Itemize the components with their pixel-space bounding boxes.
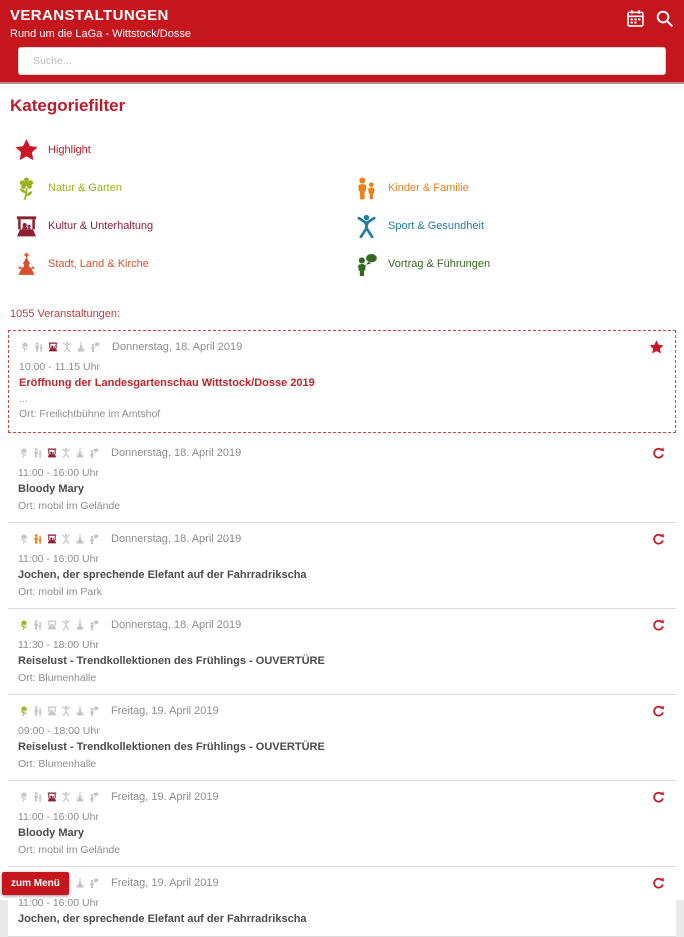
event-category-icons [19,341,101,353]
event-time: 11:30 - 18:00 Uhr [18,639,99,651]
sport-mini-icon [60,447,72,459]
kinder-mini-icon [32,791,44,803]
sport-mini-icon [60,533,72,545]
event-title: Eröffnung der Landesgartenschau Wittstock/Dosse 2019 [19,377,315,389]
sport-icon [352,212,380,240]
recurring-event-icon [651,876,666,891]
stadt-mini-icon [74,619,86,631]
stadt-mini-icon [74,447,86,459]
vortrag-mini-icon [88,705,100,717]
natur-mini-icon [19,341,31,353]
calendar-icon[interactable] [623,6,647,30]
event-time: 10:00 - 11.15 Uhr [19,361,100,373]
natur-icon [12,174,40,202]
kultur-icon [12,212,40,240]
search-icon[interactable] [652,6,676,30]
category-label: Kinder & Familie [388,182,469,194]
sport-mini-icon [60,619,72,631]
event-list [8,330,676,937]
event-title: Bloody Mary [18,827,85,839]
category-filter-vortrag[interactable] [352,248,490,280]
natur-mini-icon [18,791,30,803]
search-input[interactable] [18,47,666,75]
event-card[interactable] [8,330,676,433]
recurring-event-icon [651,618,666,633]
kinder-mini-icon [33,341,45,353]
event-category-icons [18,447,100,459]
category-filter-kinder[interactable] [352,172,469,204]
category-filter-stadt[interactable] [12,248,149,280]
vortrag-mini-icon [89,341,101,353]
stadt-mini-icon [74,705,86,717]
highlight-star-icon [648,339,665,356]
vortrag-mini-icon [88,877,100,889]
page-subtitle: Rund um die LaGa - Wittstock/Dosse [10,28,191,40]
event-category-icons [18,533,100,545]
event-card[interactable] [8,781,676,867]
category-filter-sport[interactable] [352,210,484,242]
event-date: Freitag, 19. April 2019 [111,877,219,889]
stadt-mini-icon [74,791,86,803]
category-label: Natur & Garten [48,182,122,194]
category-grid [0,134,684,286]
category-filter-heading: Kategoriefilter [10,96,126,115]
natur-mini-icon [18,447,30,459]
category-filter-kultur[interactable] [12,210,153,242]
kultur-mini-icon [46,533,58,545]
event-title: Reiselust - Trendkollektionen des Frühlings - OUVERTÜRE [18,655,325,667]
event-card[interactable] [8,695,676,781]
highlight-icon [12,136,40,164]
vortrag-mini-icon [88,791,100,803]
event-date: Freitag, 19. April 2019 [111,791,219,803]
event-count: 1055 Veranstaltungen: [10,308,121,320]
recurring-event-icon [651,790,666,805]
event-date: Donnerstag, 18. April 2019 [111,533,242,545]
vortrag-mini-icon [88,533,100,545]
vortrag-mini-icon [88,619,100,631]
category-label: Highlight [48,144,91,156]
event-time: 11:00 - 16:00 Uhr [18,811,99,823]
recurring-event-icon [651,704,666,719]
stadt-mini-icon [75,341,87,353]
app-header [0,0,684,82]
page-title: VERANSTALTUNGEN [10,7,169,24]
event-title: Bloody Mary [18,483,85,495]
event-title: Jochen, der sprechende Elefant auf der Fahrradrikscha [18,913,307,925]
event-category-icons [18,619,100,631]
kinder-mini-icon [32,447,44,459]
sport-mini-icon [60,705,72,717]
natur-mini-icon [18,533,30,545]
event-card[interactable] [8,523,676,609]
event-time: 11:00 - 16:00 Uhr [18,467,99,479]
sport-mini-icon [61,341,73,353]
event-category-icons [18,791,100,803]
category-filter-highlight[interactable] [12,134,91,166]
event-location: Ort: mobil im Park [18,586,103,598]
event-time: 11:00 - 16:00 Uhr [18,897,99,909]
kinder-icon [352,174,380,202]
natur-mini-icon [18,619,30,631]
stadt-icon [12,250,40,278]
sport-mini-icon [60,791,72,803]
event-location: Ort: Blumenhalle [18,758,97,770]
category-filter-natur[interactable] [12,172,122,204]
kultur-mini-icon [46,619,58,631]
event-time: 11:00 - 16:00 Uhr [18,553,99,565]
kultur-mini-icon [47,341,59,353]
event-date: Donnerstag, 18. April 2019 [112,341,243,353]
event-location: Ort: Freilichtbühne im Amtshof [19,408,161,420]
event-location: Ort: mobil im Gelände [18,500,121,512]
event-location: Ort: mobil im Gelände [18,844,121,856]
vortrag-icon [352,250,380,278]
kinder-mini-icon [32,533,44,545]
kultur-mini-icon [46,791,58,803]
category-label: Sport & Gesundheit [388,220,485,232]
event-location: Ort: Blumenhalle [18,672,97,684]
stadt-mini-icon [74,533,86,545]
header-actions [623,6,676,30]
category-label: Kultur & Unterhaltung [48,220,154,232]
kultur-mini-icon [46,705,58,717]
event-title: Reiselust - Trendkollektionen des Frühlings - OUVERTÜRE [18,741,325,753]
stadt-mini-icon [74,877,86,889]
menu-button[interactable]: zum Menü [2,872,69,895]
recurring-event-icon [651,532,666,547]
natur-mini-icon [18,705,30,717]
kinder-mini-icon [32,619,44,631]
kultur-mini-icon [46,447,58,459]
event-card[interactable] [8,867,676,937]
event-card[interactable] [8,437,676,523]
category-label: Vortrag & Führungen [388,258,491,270]
event-title: Jochen, der sprechende Elefant auf der Fahrradrikscha [18,569,307,581]
event-date: Donnerstag, 18. April 2019 [111,619,242,631]
event-date: Freitag, 19. April 2019 [111,705,219,717]
event-card[interactable] [8,609,676,695]
recurring-event-icon [651,446,666,461]
vortrag-mini-icon [88,447,100,459]
event-time: 09:00 - 18:00 Uhr [18,725,100,737]
category-label: Stadt, Land & Kirche [48,258,149,270]
event-category-icons [18,705,100,717]
event-ellipsis: ... [19,393,28,405]
kinder-mini-icon [32,705,44,717]
event-date: Donnerstag, 18. April 2019 [111,447,242,459]
